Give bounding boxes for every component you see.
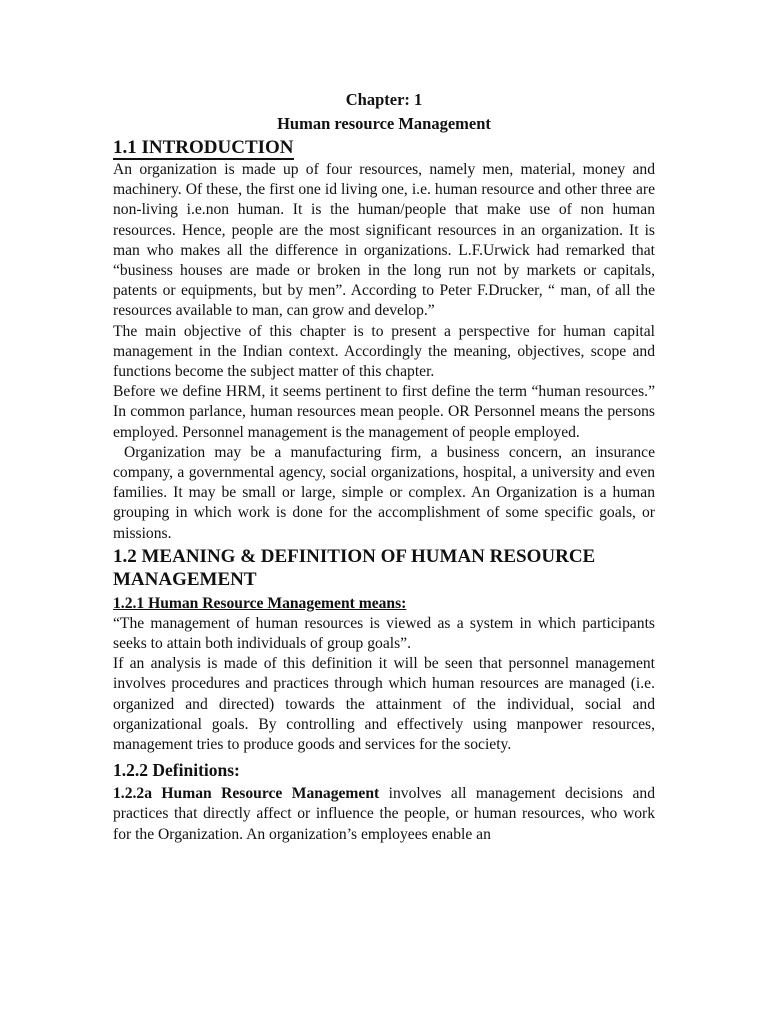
hrm-means-paragraph-1: “The management of human resources is viewed as a system in which participants seeks to attain both individuals of group goals”. xyxy=(113,614,655,653)
section-1-2 xyxy=(113,545,655,845)
subsection-heading-definitions: 1.2.2 Definitions: xyxy=(113,760,240,781)
subsection-heading-hrm-means: 1.2.1 Human Resource Management means: xyxy=(113,594,407,612)
definition-paragraph-1 xyxy=(113,784,655,845)
section-1-1 xyxy=(113,136,655,544)
section-heading-meaning-definition: 1.2 MEANING & DEFINITION OF HUMAN RESOURCE MANAGEMENT xyxy=(113,545,596,590)
document-page xyxy=(113,88,655,845)
intro-paragraph-2: The main objective of this chapter is to present a perspective for human capital management in the Indian context. Accordingly the meaning, objectives, scope and functions become the subject matter of this chapter. xyxy=(113,322,655,381)
hrm-means-paragraph-2: If an analysis is made of this definition it will be seen that personnel management involves procedures and practices through which human resources are managed (i.e. organized and directed) towards the attainment of the individual, social and organizational goals. By controlling and effectively using manpower resources, management tries to produce goods and services for the society. xyxy=(113,655,655,754)
intro-paragraph-4: Organization may be a manufacturing firm, a business concern, an insurance company, a governmental agency, social organizations, hospital, a university and even families. It may be small or large, simple or complex. An Organization is a human grouping in which work is done for the accomplishment of some specific goals, or missions. xyxy=(113,443,655,542)
definition-lead-bold: 1.2.2a Human Resource Management xyxy=(113,785,380,803)
intro-paragraph-1: An organization is made up of four resources, namely men, material, money and machinery. Of these, the first one id living one, i.e. human resource and other three are non-living i.e.non human. It is the human/people that make use of non human resources. Hence, people are the most significant resources in an organization. It is man who makes all the difference in organizations. L.F.Urwick had remarked that “business houses are made or broken in the long run not by markets or capitals, patents or equipments, but by men”. According to Peter F.Drucker, “ man, of all the resources available to man, can grow and develop.” xyxy=(113,161,655,320)
intro-paragraph-3: Before we define HRM, it seems pertinent to first define the term “human resources.” In common parlance, human resources mean people. OR Personnel means the persons employed. Personnel management is the management of people employed. xyxy=(113,383,655,441)
definition-lead-rest: involves all management decisions and practices that directly affect or influence the people, or human resources, who work for the Organization. An organization’s employees enable an xyxy=(113,785,656,843)
chapter-title: Human resource Management xyxy=(277,114,491,133)
section-heading-introduction: 1.1 INTRODUCTION xyxy=(113,137,294,158)
chapter-label: Chapter: 1 xyxy=(345,90,423,109)
